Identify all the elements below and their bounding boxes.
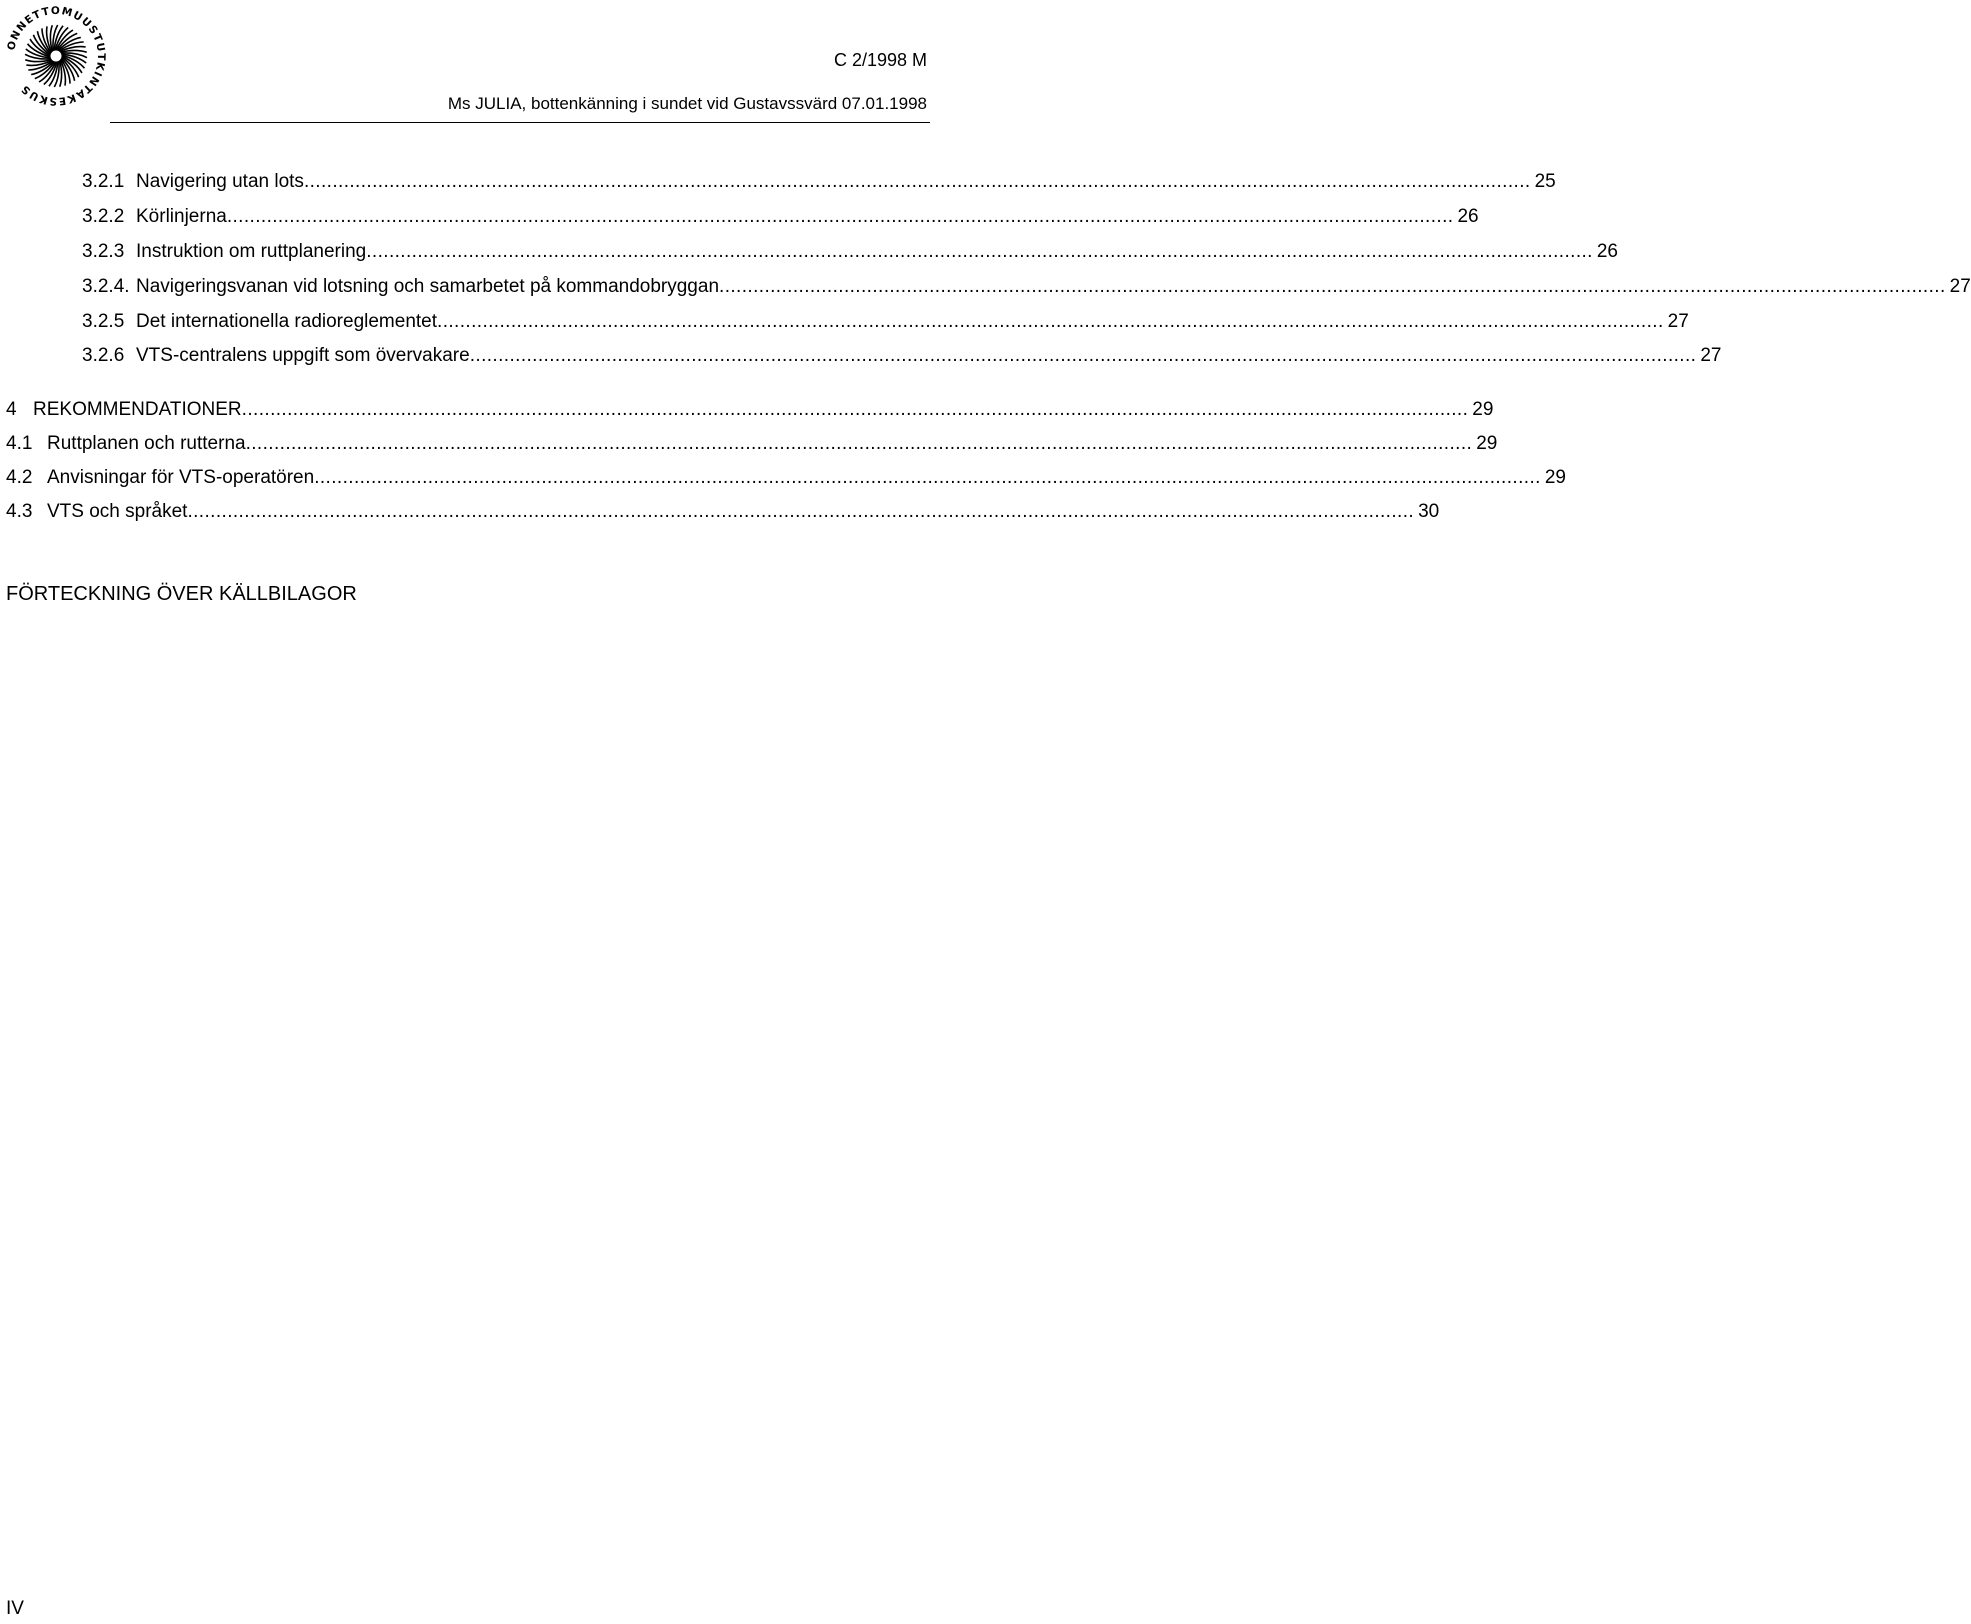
header-rule	[110, 122, 930, 123]
toc-leader	[187, 500, 1414, 524]
toc-page: 30	[1418, 501, 1440, 522]
toc-entry-4-2[interactable]	[6, 466, 1566, 490]
toc-title: Anvisningar för VTS-operatören	[47, 467, 315, 488]
report-title: Ms JULIA, bottenkänning i sundet vid Gustavssvärd 07.01.1998	[447, 94, 927, 113]
toc-page: 29	[1476, 433, 1498, 454]
toc-page: 27	[1667, 311, 1689, 332]
toc-entry-3-2-6[interactable]	[82, 344, 1722, 368]
logo-ray	[25, 60, 51, 62]
toc-entry-3-2-5[interactable]	[82, 310, 1689, 334]
toc-title: VTS-centralens uppgift som övervakare	[136, 345, 470, 366]
logo-ray	[50, 25, 52, 51]
toc-title: Instruktion om ruttplanering	[136, 241, 367, 262]
toc-page: 29	[1544, 467, 1566, 488]
toc-leader	[719, 275, 1946, 299]
toc-leader	[437, 310, 1664, 334]
toc-page: 25	[1534, 171, 1556, 192]
toc-page: 26	[1457, 206, 1479, 227]
toc-number: 3.2.2	[82, 206, 125, 227]
toc-title: Det internationella radioreglementet	[136, 311, 438, 332]
logo-ray	[61, 50, 87, 52]
onnettomuustutkintakeskus-logo-icon	[2, 2, 110, 110]
toc-title: VTS och språket	[47, 501, 188, 522]
toc-leader	[246, 432, 1473, 456]
toc-entry-3-2-2[interactable]	[82, 205, 1479, 229]
toc-number: 4	[6, 399, 17, 420]
logo-ray	[60, 61, 62, 87]
toc-entry-4-3[interactable]	[6, 500, 1440, 524]
toc-entry-4-1[interactable]	[6, 432, 1498, 456]
toc-title: REKOMMENDATIONER	[33, 399, 242, 420]
toc-page: 26	[1596, 241, 1618, 262]
toc-number: 4.1	[6, 433, 33, 454]
logo-ring-text: ONNETTOMUUSTUTKINTAKESKUS	[5, 4, 108, 108]
toc-page: 29	[1472, 399, 1494, 420]
toc-number: 3.2.3	[82, 241, 125, 262]
toc-number: 3.2.6	[82, 345, 125, 366]
toc-entry-3-2-1[interactable]	[82, 170, 1556, 194]
toc-entry-4[interactable]	[6, 398, 1494, 422]
toc-title: Navigeringsvanan vid lotsning och samarbetet på kommandobryggan	[136, 276, 720, 297]
toc-leader	[314, 466, 1541, 490]
toc-leader	[366, 240, 1593, 264]
toc-title: Navigering utan lots	[136, 171, 304, 192]
toc-leader	[304, 170, 1531, 194]
toc-number: 3.2.1	[82, 171, 125, 192]
toc-page: 27	[1949, 276, 1971, 297]
toc-number: 3.2.4.	[82, 276, 130, 297]
toc-title: Körlinjerna	[136, 206, 227, 227]
report-code: C 2/1998 M	[833, 50, 927, 70]
page-number: IV	[6, 1598, 24, 1619]
toc-leader	[242, 398, 1469, 422]
toc-entry-3-2-3[interactable]	[82, 240, 1618, 264]
toc-leader	[470, 344, 1697, 368]
toc-page: 27	[1700, 345, 1722, 366]
toc-leader	[227, 205, 1454, 229]
toc-title: Ruttplanen och rutterna	[47, 433, 246, 454]
toc-entry-3-2-4[interactable]	[82, 275, 1971, 299]
toc-number: 3.2.5	[82, 311, 125, 332]
toc-number: 4.2	[6, 467, 33, 488]
toc-number: 4.3	[6, 501, 33, 522]
appendix-heading: FÖRTECKNING ÖVER KÄLLBILAGOR	[6, 583, 357, 605]
